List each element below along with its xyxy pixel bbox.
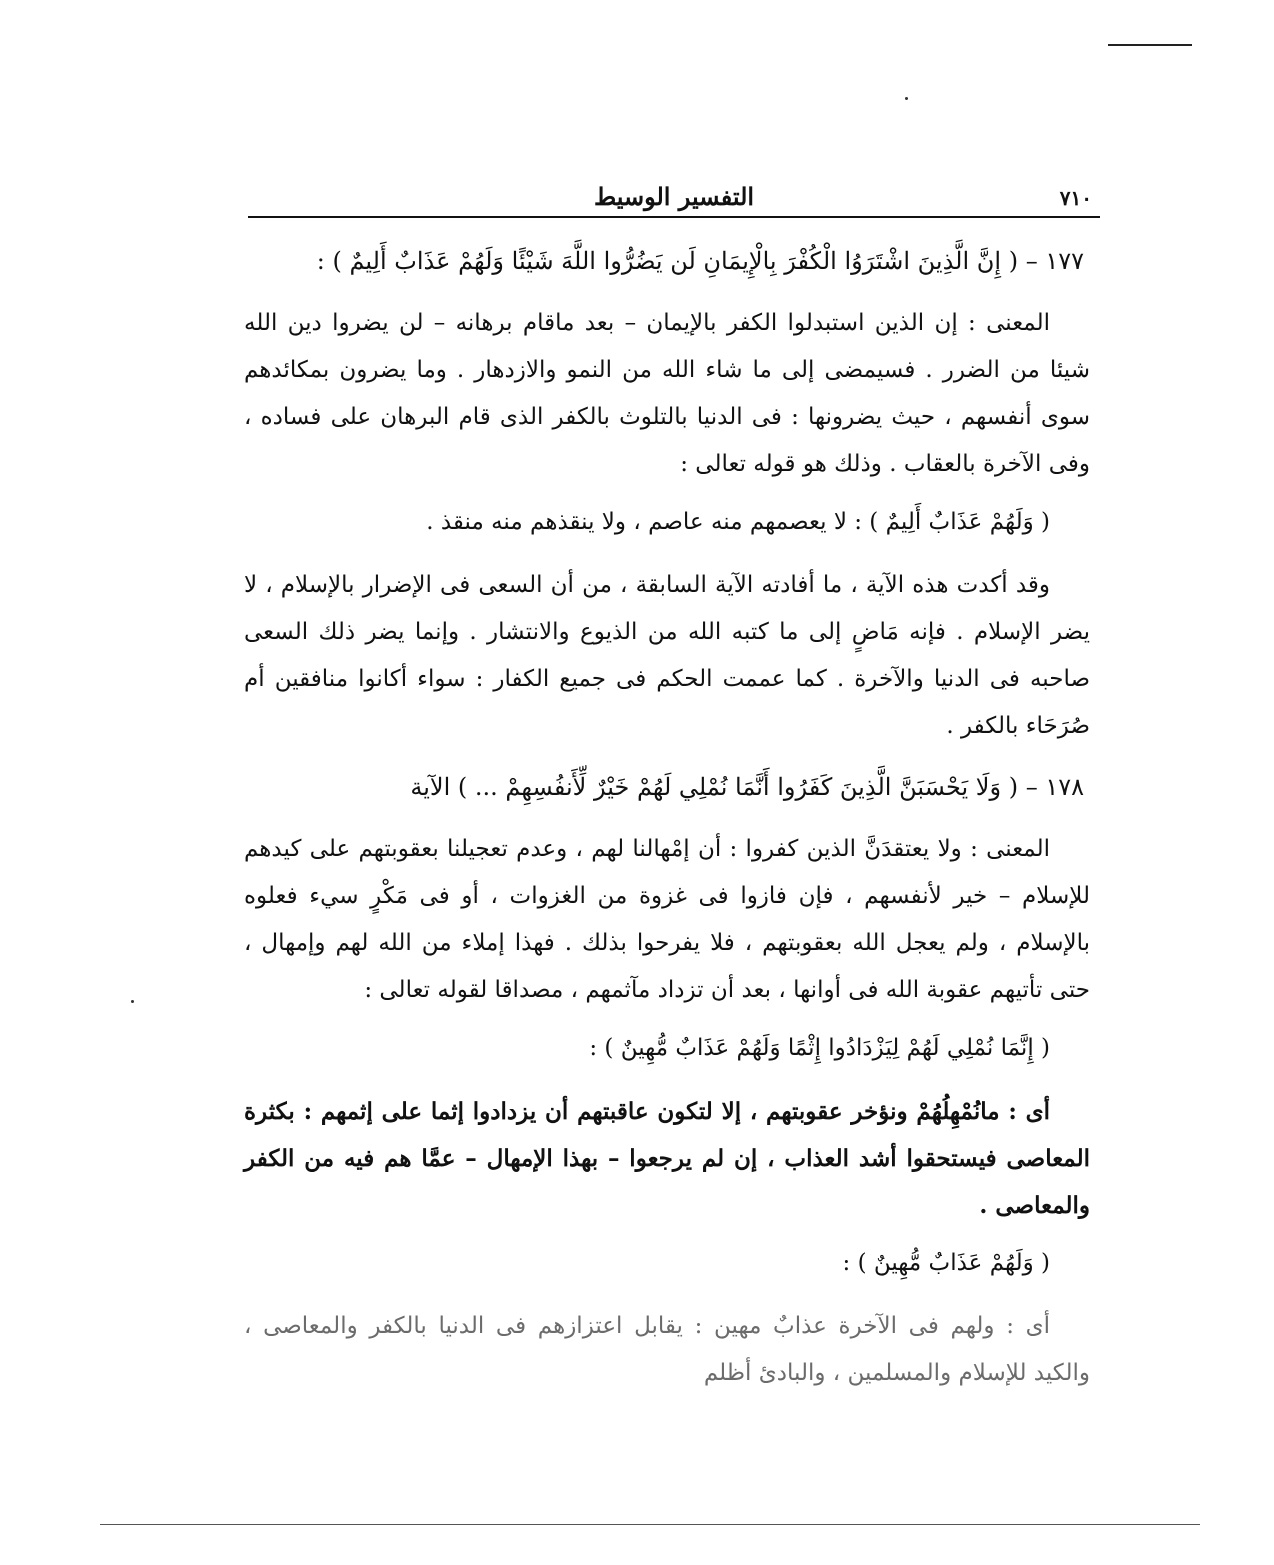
header-rule	[248, 216, 1100, 218]
verse-177-meaning: المعنى : إن الذين استبدلوا الكفر بالإيمان – بعد ماقام برهانه – لن يضروا دين الله شيئا من الضرر . فسيمضى إلى ما شاء الله من النمو والازدهار . وما يضرون بمكائدهم سوى أنفسهم ، حيث يضرونها : فى الدنيا بالتلوث بالكفر الذى قام البرهان على فساده ، وفى الآخرة بالعقاب . وذلك هو قوله تعالى :	[244, 310, 1090, 477]
book-title: التفسير الوسيط	[593, 182, 755, 211]
verse-177-note: وقد أكدت هذه الآية ، ما أفادته الآية السابقة ، من أن السعى فى الإضرار بالإسلام ، لا يضر الإسلام . فإنه مَاضٍ إلى ما كتبه الله من الذيوع والانتشار . وإنما يضر ذلك السعى صاحبه فى الدنيا والآخرة . كما عممت الحكم فى جميع الكفار : سواء أكانوا منافقين أم صُرَحَاء بالكفر .	[244, 572, 1090, 739]
verse-177-heading: ١٧٧ – ( إِنَّ الَّذِينَ اشْتَرَوُا الْكُفْرَ بِالْإِيمَانِ لَن يَضُرُّوا اللَّهَ شَيْئًا وَلَهُمْ عَذَابٌ أَلِيمٌ ) :	[316, 247, 1084, 275]
section-gap	[244, 750, 1090, 766]
verse-178-explanation: أى : مانُمْهِلُهُمْ ونؤخر عقوبتهم ، إلا لتكون عاقبتهم أن يزدادوا إثما على إثمهم : بكثرة المعاصى فيستحقوا أشد العذاب ، إن لم يرجعوا – بهذا الإمهال – عمَّا هم فيه من الكفر والمعاصى .	[244, 1098, 1090, 1219]
verse-177-quote: ( وَلَهُمْ عَذَابٌ أَلِيمٌ ) : لا يعصمهم منه عاصم ، ولا ينقذهم منه منقذ .	[426, 509, 1050, 535]
corner-rule	[1108, 44, 1192, 46]
verse-178-final-note: أى : ولهم فى الآخرة عذابٌ مهين : يقابل اعتزازهم فى الدنيا بالكفر والمعاصى ، والكيد للإسلام والمسلمين ، والبادئ أظلم	[244, 1313, 1090, 1386]
verse-178-quote: ( إِنَّمَا نُمْلِي لَهُمْ لِيَزْدَادُوا إِثْمًا وَلَهُمْ عَذَابٌ مُّهِينٌ ) :	[589, 1035, 1050, 1061]
scan-speck	[905, 97, 908, 100]
verse-178-quote-2: ( وَلَهُمْ عَذَابٌ مُّهِينٌ ) :	[842, 1250, 1050, 1276]
running-header	[248, 176, 1100, 216]
page-number: ٧١٠	[1059, 186, 1092, 210]
verse-178-heading: ١٧٨ – ( وَلَا يَحْسَبَنَّ الَّذِينَ كَفَرُوا أَنَّمَا نُمْلِي لَهُمْ خَيْرٌ لِّأَنفُسِهِمْ ... ) الآية	[410, 773, 1084, 801]
verse-178-meaning: المعنى : ولا يعتقدَنَّ الذين كفروا : أن إمْهالنا لهم ، وعدم تعجيلنا بعقوبتهم على كيدهم للإسلام – خير لأنفسهم ، فإن فازوا فى غزوة من الغزوات ، أو فى مَكْرٍ سيء فعلوه بالإسلام ، ولم يعجل الله بعقوبتهم ، فلا يفرحوا بذلك . فهذا إملاء من الله لهم وإمهال ، حتى تأتيهم عقوبة الله فى أوانها ، بعد أن تزداد مآثمهم ، مصداقا لقوله تعالى :	[244, 836, 1090, 1003]
scan-speck	[131, 1000, 134, 1003]
footer-rule	[100, 1524, 1200, 1525]
page-body	[244, 240, 1090, 1397]
